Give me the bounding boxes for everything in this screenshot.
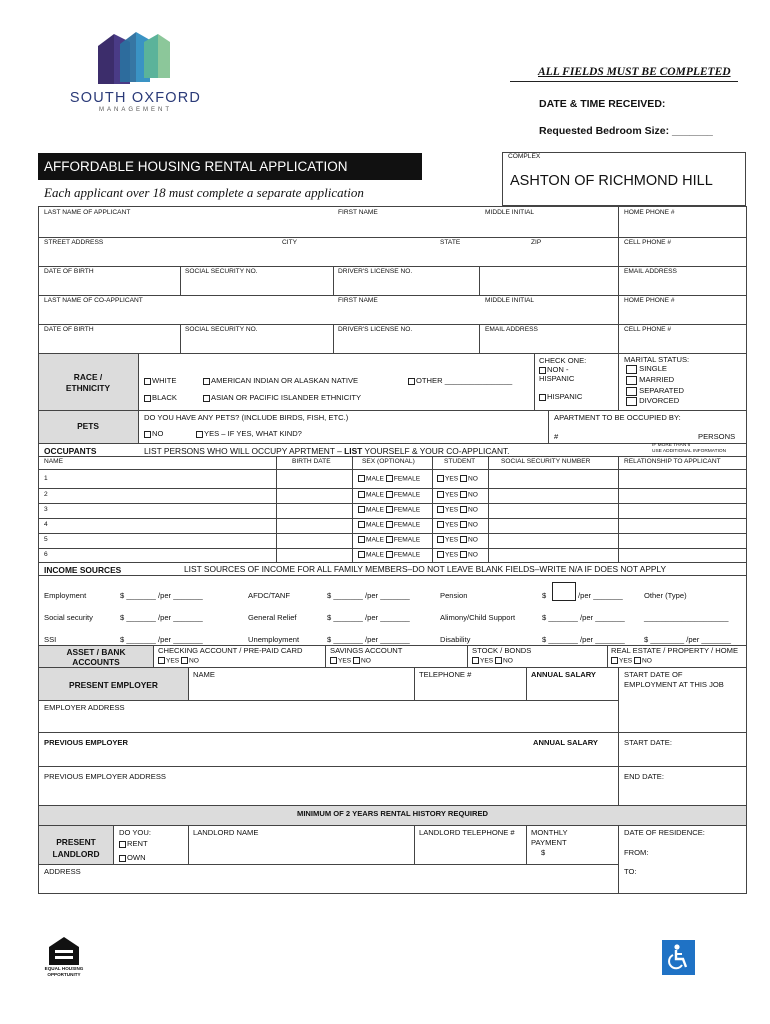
income-pension-label: Pension — [440, 591, 468, 600]
start-date-employment-label[interactable] — [624, 670, 724, 690]
hispanic-checkbox[interactable] — [539, 394, 546, 401]
stock-yes-checkbox[interactable] — [472, 657, 479, 664]
occupant-sex-options[interactable] — [358, 475, 420, 482]
own-checkbox[interactable] — [119, 855, 126, 862]
marital-single-option[interactable] — [626, 364, 667, 374]
income-unemployment-label: Unemployment — [248, 635, 300, 644]
student-no-label: NO — [468, 551, 478, 559]
black-label: BLACK — [152, 393, 177, 402]
occupant-row-number: 3 — [44, 506, 48, 513]
landlord-name-field[interactable]: LANDLORD NAME — [193, 828, 259, 837]
income-pension-per[interactable]: /per _______ — [578, 591, 623, 600]
income-afdc-amount[interactable]: $ _______ /per _______ — [327, 591, 410, 600]
student-yes-label: YES — [445, 536, 459, 544]
income-social-security-amount[interactable]: $ _______ /per _______ — [120, 613, 203, 622]
co-first-name-field[interactable]: FIRST NAME — [338, 297, 378, 304]
previous-end-date-field[interactable]: END DATE: — [624, 772, 664, 781]
divorced-label: DIVORCED — [639, 396, 680, 405]
female-label: FEMALE — [393, 491, 421, 499]
income-instruction: LIST SOURCES OF INCOME FOR ALL FAMILY MEMBERS–DO NOT LEAVE BLANK FIELDS–WRITE N/A IF DOES NOT APPLY — [184, 564, 667, 574]
start-date-line1: START DATE OF — [624, 670, 683, 679]
previous-employer-field[interactable]: PREVIOUS EMPLOYER — [44, 738, 128, 747]
student-yes-label: YES — [445, 506, 459, 514]
asian-label: ASIAN OR PACIFIC ISLANDER ETHNICITY — [211, 393, 362, 402]
race-white-option[interactable] — [144, 376, 176, 385]
income-other-label: Other (Type) — [644, 591, 687, 600]
more-note-line2: USE ADDITIONAL INFORMATION — [652, 449, 727, 454]
complex-label: COMPLEX — [508, 153, 541, 160]
monthly-payment-field[interactable] — [531, 828, 568, 858]
equal-housing-line1: EQUAL HOUSING — [44, 966, 84, 971]
non-hispanic-option[interactable] — [539, 365, 569, 374]
pets-no-option[interactable] — [144, 429, 163, 438]
start-date-line2: EMPLOYMENT AT THIS JOB — [624, 680, 724, 689]
student-no-label: NO — [468, 475, 478, 483]
city-field[interactable]: CITY — [282, 239, 298, 246]
co-drivers-license-field[interactable]: DRIVER'S LICENSE NO. — [338, 326, 413, 333]
marital-divorced-option[interactable] — [626, 396, 679, 406]
female-label: FEMALE — [393, 475, 421, 483]
pets-question: DO YOU HAVE ANY PETS? (INCLUDE BIRDS, FISH, ETC.) — [144, 413, 349, 422]
male-checkbox[interactable] — [358, 536, 365, 543]
female-checkbox[interactable] — [386, 536, 393, 543]
street-address-field[interactable]: STREET ADDRESS — [44, 239, 104, 246]
male-label: MALE — [366, 491, 384, 499]
female-label: FEMALE — [393, 536, 421, 544]
income-employment-amount[interactable]: $ _______ /per _______ — [120, 591, 203, 600]
male-label: MALE — [366, 551, 384, 559]
co-home-phone-field[interactable]: HOME PHONE # — [624, 297, 675, 304]
ssn-field[interactable]: SOCIAL SECURITY NO. — [185, 268, 258, 275]
student-yes-checkbox[interactable] — [437, 521, 444, 528]
student-yes-checkbox[interactable] — [437, 551, 444, 558]
female-label: FEMALE — [393, 506, 421, 514]
home-phone-field[interactable]: HOME PHONE # — [624, 209, 675, 216]
income-general-relief-label: General Relief — [248, 613, 297, 622]
income-disability-amount[interactable]: $ _______ /per _______ — [542, 635, 625, 644]
email-field[interactable]: EMAIL ADDRESS — [624, 268, 677, 275]
complex-name: ASHTON OF RICHMOND HILL — [510, 173, 713, 189]
american-indian-checkbox[interactable] — [203, 378, 210, 385]
col-student: STUDENT — [444, 458, 476, 465]
more-note-line1: IF MORE THAN 6 — [652, 443, 691, 448]
date-time-received: DATE & TIME RECEIVED: — [539, 98, 666, 110]
occupants-instr-a: LIST PERSONS WHO WILL OCCUPY APRTMENT – — [144, 446, 342, 456]
pets-yes-checkbox[interactable] — [196, 431, 203, 438]
american-indian-label: AMERICAN INDIAN OR ALASKAN NATIVE — [211, 376, 359, 385]
race-label — [40, 372, 136, 394]
income-general-relief-amount[interactable]: $ _______ /per _______ — [327, 613, 410, 622]
male-label: MALE — [366, 521, 384, 529]
checking-yes-no[interactable] — [158, 657, 199, 664]
married-label: MARRIED — [639, 375, 675, 384]
checking-account-label: CHECKING ACCOUNT / PRE-PAID CARD — [158, 646, 303, 655]
real-estate-no-label: NO — [642, 657, 652, 665]
income-afdc-label: AFDC/TANF — [248, 591, 291, 600]
occupant-student-options[interactable] — [437, 491, 478, 498]
income-other-amount[interactable]: $ ________ /per _______ — [644, 635, 731, 644]
occupant-row-number: 5 — [44, 536, 48, 543]
student-no-checkbox[interactable] — [460, 551, 467, 558]
white-label: WHITE — [152, 376, 177, 385]
persons-count-hash: # — [554, 432, 559, 441]
income-other-type-line[interactable]: ____________________ — [644, 613, 729, 622]
non-hispanic-label: HISPANIC — [539, 374, 575, 383]
check-one-label: CHECK ONE: — [539, 356, 587, 365]
col-name: NAME — [44, 458, 64, 465]
equal-housing-icon — [44, 936, 84, 966]
asset-bank-label — [40, 647, 152, 667]
monthly-dollar: $ — [541, 848, 546, 857]
occupant-row-number: 6 — [44, 551, 48, 558]
student-yes-label: YES — [445, 491, 459, 499]
occupants-instr-b: YOURSELF & YOUR CO-APPLICANT. — [364, 446, 510, 456]
occupants-label: OCCUPANTS — [44, 446, 97, 456]
female-label: FEMALE — [393, 521, 421, 529]
previous-start-date-field[interactable]: START DATE: — [624, 738, 672, 747]
female-checkbox[interactable] — [386, 521, 393, 528]
student-no-label: NO — [468, 491, 478, 499]
male-checkbox[interactable] — [358, 506, 365, 513]
equal-housing-text — [44, 966, 84, 977]
occupants-instr-list: LIST — [344, 446, 363, 456]
checking-no-checkbox[interactable] — [181, 657, 188, 664]
occupant-row-number: 1 — [44, 475, 48, 482]
co-email-field[interactable]: EMAIL ADDRESS — [485, 326, 538, 333]
male-checkbox[interactable] — [358, 521, 365, 528]
occupant-student-options[interactable] — [437, 536, 478, 543]
male-checkbox[interactable] — [358, 491, 365, 498]
savings-no-checkbox[interactable] — [353, 657, 360, 664]
requested-bedroom-size[interactable]: Requested Bedroom Size: _______ — [539, 125, 713, 137]
student-yes-label: YES — [445, 475, 459, 483]
marital-status-label: MARITAL STATUS: — [624, 355, 690, 364]
female-checkbox[interactable] — [386, 551, 393, 558]
stock-bonds-label: STOCK / BONDS — [472, 646, 532, 655]
co-cell-phone-field[interactable]: CELL PHONE # — [624, 326, 672, 333]
annual-salary-field[interactable]: ANNUAL SALARY — [531, 670, 596, 679]
student-no-label: NO — [468, 521, 478, 529]
hispanic-label: HISPANIC — [547, 392, 583, 401]
white-checkbox[interactable] — [144, 378, 151, 385]
separated-label: SEPARATED — [639, 386, 684, 395]
student-no-checkbox[interactable] — [460, 506, 467, 513]
pets-no-label: NO — [152, 429, 164, 438]
equal-housing-line2: OPPORTUNITY — [47, 971, 81, 977]
checking-yes-checkbox[interactable] — [158, 657, 165, 664]
single-label: SINGLE — [639, 364, 667, 373]
logo-name: SOUTH OXFORD — [69, 90, 202, 106]
persons-label: PERSONS — [698, 432, 736, 441]
savings-yes-no[interactable] — [330, 657, 371, 664]
race-american-indian-option[interactable] — [203, 376, 358, 385]
asian-checkbox[interactable] — [203, 395, 210, 402]
pets-label: PETS — [77, 421, 99, 431]
checking-no-label: NO — [189, 657, 199, 665]
savings-account-label: SAVINGS ACCOUNT — [330, 646, 403, 655]
do-you-label: DO YOU: — [119, 828, 151, 837]
female-checkbox[interactable] — [386, 506, 393, 513]
race-label-line1: RACE / — [73, 372, 103, 382]
black-checkbox[interactable] — [144, 395, 151, 402]
student-no-label: NO — [468, 506, 478, 514]
apartment-occupied-label: APARTMENT TO BE OCCUPIED BY: — [554, 413, 681, 422]
dob-field[interactable]: DATE OF BIRTH — [44, 268, 94, 275]
male-label: MALE — [366, 536, 384, 544]
student-yes-label: YES — [445, 551, 459, 559]
income-ssi-label: SSI — [44, 635, 57, 644]
own-label: OWN — [127, 853, 146, 862]
race-label-line2: ETHNICITY — [65, 383, 111, 393]
occupant-sex-options[interactable] — [358, 506, 420, 513]
residence-from-field[interactable]: FROM: — [624, 848, 649, 857]
cell-phone-field[interactable]: CELL PHONE # — [624, 239, 672, 246]
date-of-residence-label: DATE OF RESIDENCE: — [624, 828, 705, 837]
savings-yes-checkbox[interactable] — [330, 657, 337, 664]
co-middle-initial-field[interactable]: MIDDLE INITIAL — [485, 297, 535, 304]
pets-yes-option[interactable] — [196, 429, 302, 438]
wheelchair-icon — [662, 940, 695, 975]
student-no-label: NO — [468, 536, 478, 544]
previous-employer-address-field[interactable]: PREVIOUS EMPLOYER ADDRESS — [44, 772, 166, 781]
stock-no-label: NO — [503, 657, 513, 665]
rent-option[interactable] — [119, 839, 148, 848]
single-checkbox[interactable] — [626, 365, 637, 374]
form-outline — [38, 206, 747, 894]
present-landlord-line2: LANDLORD — [52, 849, 100, 859]
occupant-student-options[interactable] — [437, 551, 478, 558]
hispanic-option[interactable] — [539, 392, 582, 401]
present-landlord-label — [40, 836, 112, 860]
occupant-sex-options[interactable] — [358, 551, 420, 558]
employer-address-field[interactable]: EMPLOYER ADDRESS — [44, 703, 125, 712]
present-employer-label: PRESENT EMPLOYER — [69, 680, 158, 690]
employer-name-field[interactable]: NAME — [193, 670, 215, 679]
real-estate-yes-no[interactable] — [611, 657, 652, 664]
occupant-sex-options[interactable] — [358, 491, 420, 498]
student-yes-checkbox[interactable] — [437, 491, 444, 498]
income-disability-label: Disability — [440, 635, 471, 644]
other-label: OTHER ________________ — [416, 376, 513, 385]
asset-label-line2: ACCOUNTS — [72, 657, 120, 667]
landlord-address-field[interactable]: ADDRESS — [44, 867, 81, 876]
stock-yes-label: YES — [480, 657, 494, 665]
rental-history-note: MINIMUM OF 2 YEARS RENTAL HISTORY REQUIRED — [297, 809, 488, 818]
more-than-6-note — [652, 443, 726, 455]
co-ssn-field[interactable]: SOCIAL SECURITY NO. — [185, 326, 258, 333]
state-field[interactable]: STATE — [440, 239, 461, 246]
savings-yes-label: YES — [338, 657, 352, 665]
pets-no-checkbox[interactable] — [144, 431, 151, 438]
income-unemployment-amount[interactable]: $ _______ /per _______ — [327, 635, 410, 644]
real-estate-yes-label: YES — [619, 657, 633, 665]
employer-telephone-field[interactable]: TELEPHONE # — [419, 670, 472, 679]
male-label: MALE — [366, 475, 384, 483]
occupant-sex-options[interactable] — [358, 536, 420, 543]
drivers-license-field[interactable]: DRIVER'S LICENSE NO. — [338, 268, 413, 275]
divorced-checkbox[interactable] — [626, 397, 637, 406]
real-estate-no-checkbox[interactable] — [634, 657, 641, 664]
student-no-checkbox[interactable] — [460, 521, 467, 528]
own-option[interactable] — [119, 853, 146, 862]
marital-separated-option[interactable] — [626, 386, 684, 396]
savings-no-label: NO — [361, 657, 371, 665]
income-employment-label: Employment — [44, 591, 87, 600]
occupant-row-number: 4 — [44, 521, 48, 528]
form-title: AFFORDABLE HOUSING RENTAL APPLICATION — [38, 153, 422, 180]
checking-yes-label: YES — [166, 657, 180, 665]
student-yes-checkbox[interactable] — [437, 475, 444, 482]
female-checkbox[interactable] — [386, 491, 393, 498]
separated-checkbox[interactable] — [626, 387, 637, 396]
race-other-option[interactable] — [408, 376, 512, 385]
monthly-line2: PAYMENT — [531, 838, 567, 847]
rent-label: RENT — [127, 839, 148, 848]
female-checkbox[interactable] — [386, 475, 393, 482]
landlord-telephone-field[interactable]: LANDLORD TELEPHONE # — [419, 828, 515, 837]
income-pension-box[interactable] — [552, 582, 576, 601]
occupants-instruction — [144, 446, 510, 456]
student-no-checkbox[interactable] — [460, 536, 467, 543]
col-ssn: SOCIAL SECURITY NUMBER — [501, 458, 591, 465]
previous-annual-salary-field[interactable]: ANNUAL SALARY — [533, 738, 598, 747]
co-dob-field[interactable]: DATE OF BIRTH — [44, 326, 94, 333]
col-sex: SEX (OPTIONAL) — [362, 458, 415, 465]
asset-label-line1: ASSET / BANK — [66, 647, 126, 657]
equal-housing-logo — [44, 936, 84, 980]
income-pension-dollar: $ — [542, 591, 547, 600]
marital-married-option[interactable] — [626, 375, 674, 385]
student-yes-checkbox[interactable] — [437, 506, 444, 513]
income-alimony-amount[interactable]: $ _______ /per _______ — [542, 613, 625, 622]
occupant-row-number: 2 — [44, 491, 48, 498]
other-checkbox[interactable] — [408, 378, 415, 385]
company-logo — [58, 28, 213, 116]
occupant-sex-options[interactable] — [358, 521, 420, 528]
income-sources-label: INCOME SOURCES — [44, 565, 122, 575]
stock-no-checkbox[interactable] — [495, 657, 502, 664]
all-fields-notice: ALL FIELDS MUST BE COMPLETED — [538, 66, 731, 78]
married-checkbox[interactable] — [626, 376, 637, 385]
male-checkbox[interactable] — [358, 475, 365, 482]
co-last-name-field[interactable]: LAST NAME OF CO-APPLICANT — [44, 297, 143, 304]
female-label: FEMALE — [393, 551, 421, 559]
income-alimony-label: Alimony/Child Support — [440, 613, 516, 622]
monthly-line1: MONTHLY — [531, 828, 568, 837]
col-relationship: RELATIONSHIP TO APPLICANT — [624, 458, 721, 465]
form-subtitle: Each applicant over 18 must complete a separate application — [44, 185, 364, 200]
stock-yes-no[interactable] — [472, 657, 513, 664]
non-label: NON - — [547, 365, 569, 374]
middle-initial-field[interactable]: MIDDLE INITIAL — [485, 209, 535, 216]
male-label: MALE — [366, 506, 384, 514]
real-estate-yes-checkbox[interactable] — [611, 657, 618, 664]
race-black-option[interactable] — [144, 393, 177, 402]
present-landlord-line1: PRESENT — [56, 837, 96, 847]
first-name-field[interactable]: FIRST NAME — [338, 209, 378, 216]
student-no-checkbox[interactable] — [460, 491, 467, 498]
income-social-security-label: Social security — [44, 613, 93, 622]
student-yes-checkbox[interactable] — [437, 536, 444, 543]
col-birth-date: BIRTH DATE — [292, 458, 331, 465]
last-name-field[interactable]: LAST NAME OF APPLICANT — [44, 209, 131, 216]
occupant-student-options[interactable] — [437, 475, 478, 482]
building-logo-icon — [58, 28, 213, 88]
income-ssi-amount[interactable]: $ _______ /per _______ — [120, 635, 203, 644]
zip-field[interactable]: ZIP — [531, 239, 542, 246]
non-hispanic-checkbox[interactable] — [539, 367, 546, 374]
student-yes-label: YES — [445, 521, 459, 529]
occupant-student-options[interactable] — [437, 521, 478, 528]
student-no-checkbox[interactable] — [460, 475, 467, 482]
accessibility-logo — [662, 940, 695, 975]
residence-to-field[interactable]: TO: — [624, 867, 637, 876]
real-estate-label: REAL ESTATE / PROPERTY / HOME — [611, 646, 739, 655]
pets-yes-label: YES – IF YES, WHAT KIND? — [204, 429, 302, 438]
race-asian-option[interactable] — [203, 393, 361, 402]
occupant-student-options[interactable] — [437, 506, 478, 513]
logo-subname: MANAGEMENT — [98, 107, 172, 113]
male-checkbox[interactable] — [358, 551, 365, 558]
rent-checkbox[interactable] — [119, 841, 126, 848]
